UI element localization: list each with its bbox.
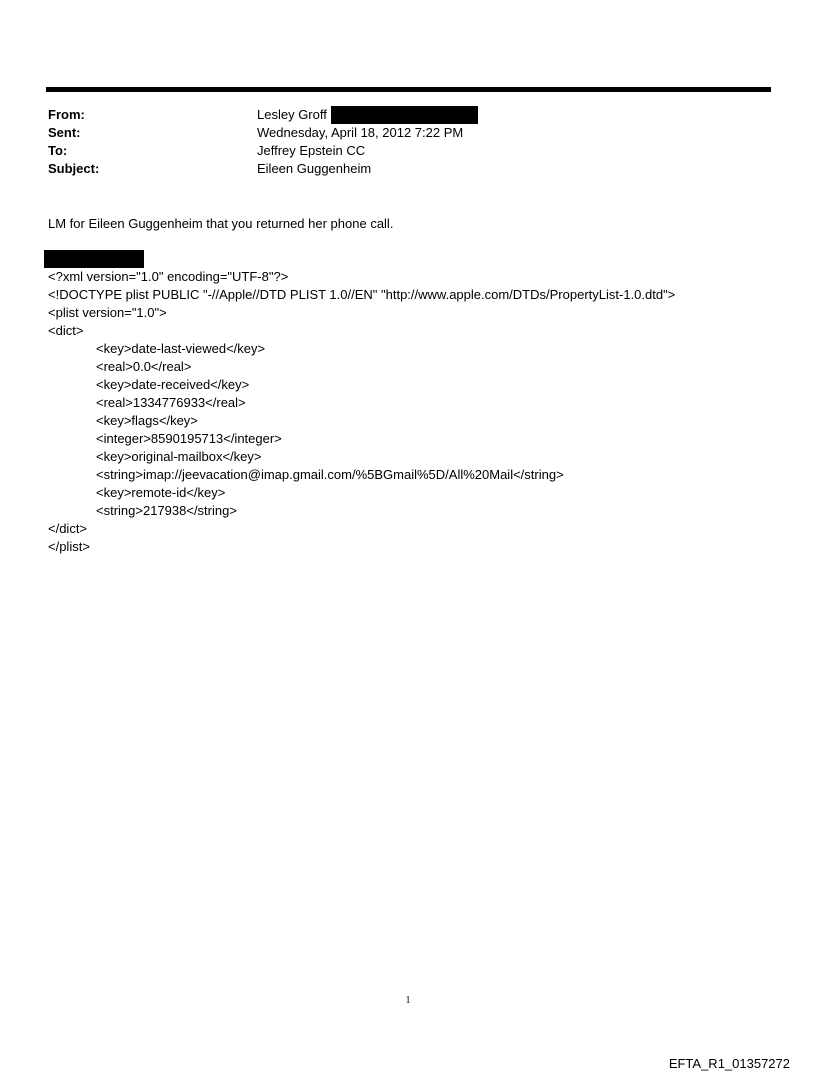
xml-line: <string>imap://jeevacation@imap.gmail.com/%5BGmail%5D/All%20Mail</string> bbox=[96, 467, 564, 482]
xml-plist-block bbox=[48, 268, 675, 556]
from-label: From: bbox=[48, 107, 85, 122]
xml-line: </plist> bbox=[48, 539, 90, 554]
to-row bbox=[48, 142, 768, 160]
xml-line: <string>217938</string> bbox=[96, 503, 237, 518]
bates-number: EFTA_R1_01357272 bbox=[668, 1056, 790, 1071]
to-value: Jeffrey Epstein CC bbox=[257, 143, 366, 158]
xml-line: <real>0.0</real> bbox=[96, 359, 192, 374]
sent-value: Wednesday, April 18, 2012 7:22 PM bbox=[257, 125, 464, 140]
xml-line: <!DOCTYPE plist PUBLIC "-//Apple//DTD PLIST 1.0//EN" "http://www.apple.com/DTDs/PropertyList-1.0.dtd"> bbox=[48, 287, 676, 302]
sent-label: Sent: bbox=[48, 125, 81, 140]
redaction-box bbox=[44, 250, 144, 268]
xml-line: <key>date-last-viewed</key> bbox=[96, 341, 266, 356]
xml-line: <key>flags</key> bbox=[96, 413, 198, 428]
xml-line: <dict> bbox=[48, 323, 84, 338]
subject-value: Eileen Guggenheim bbox=[257, 161, 372, 176]
from-value: Lesley Groff bbox=[257, 107, 327, 122]
subject-label: Subject: bbox=[48, 161, 100, 176]
from-row bbox=[48, 106, 768, 124]
xml-line: <key>date-received</key> bbox=[96, 377, 250, 392]
message-body: LM for Eileen Guggenheim that you returned her phone call. bbox=[48, 216, 394, 231]
xml-line: </dict> bbox=[48, 521, 88, 536]
xml-line: <key>original-mailbox</key> bbox=[96, 449, 262, 464]
xml-line: <key>remote-id</key> bbox=[96, 485, 226, 500]
to-label: To: bbox=[48, 143, 68, 158]
header-rule bbox=[46, 87, 771, 92]
redaction-box bbox=[331, 106, 478, 124]
xml-line: <plist version="1.0"> bbox=[48, 305, 167, 320]
from-value-wrap bbox=[257, 106, 478, 125]
xml-line: <integer>8590195713</integer> bbox=[96, 431, 282, 446]
subject-row bbox=[48, 160, 768, 178]
page-number: 1 bbox=[405, 995, 411, 1006]
xml-line: <?xml version="1.0" encoding="UTF-8"?> bbox=[48, 269, 289, 284]
email-header bbox=[48, 106, 768, 178]
xml-line: <real>1334776933</real> bbox=[96, 395, 246, 410]
sent-row bbox=[48, 124, 768, 142]
